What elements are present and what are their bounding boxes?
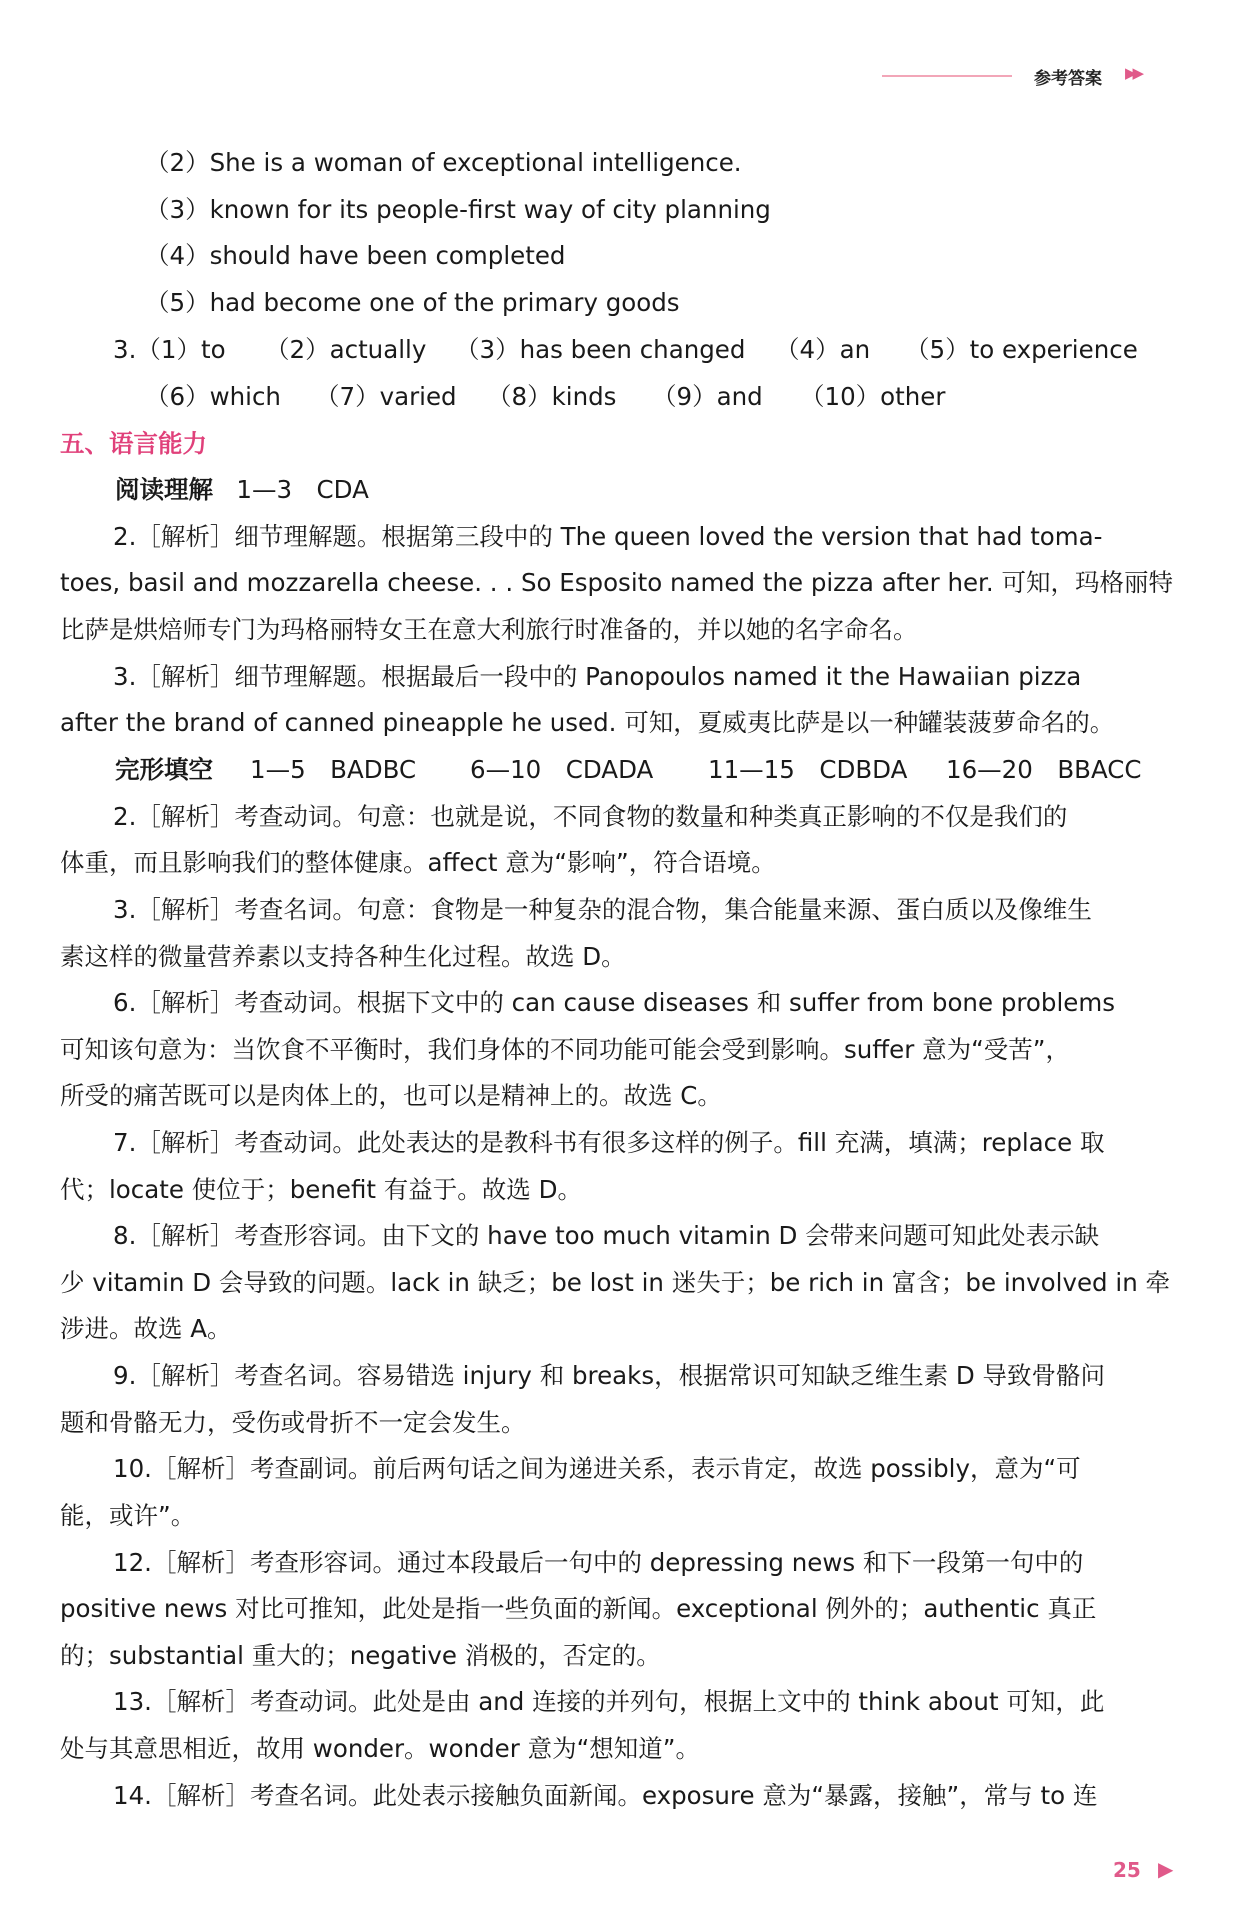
q3-answer: （9）and — [652, 382, 763, 411]
next-arrow-icon: ▶ — [1158, 1857, 1174, 1881]
answer-line: （2）She is a woman of exceptional intelligence. — [145, 148, 742, 177]
explanation-line: 14.［解析］考查名词。此处表示接触负面新闻。exposure 意为“暴露，接触”，常与 to 连 — [113, 1781, 1098, 1810]
explanation-line: 所受的痛苦既可以是肉体上的，也可以是精神上的。故选 C。 — [60, 1081, 722, 1110]
explanation-line: 的；substantial 重大的；negative 消极的，否定的。 — [60, 1641, 661, 1670]
explanation-line: 能，或许”。 — [60, 1501, 196, 1530]
cloze-key: 1—5 BADBC — [250, 755, 417, 784]
explanation-line: 可知该句意为：当饮食不平衡时，我们身体的不同功能可能会受到影响。suffer 意为“受苦”， — [60, 1035, 1070, 1064]
q3-row-1 — [113, 334, 1138, 366]
explanation-line: 比萨是烘焙师专门为玛格丽特女王在意大利旅行时准备的，并以她的名字命名。 — [60, 615, 918, 644]
answer-line: （4）should have been completed — [145, 241, 566, 270]
header-rule — [882, 75, 1012, 77]
reading-key: 1—3 CDA — [236, 475, 369, 504]
q3-row-2 — [145, 381, 945, 413]
header-arrows-icon: ▶▶ — [1125, 64, 1141, 82]
explanation-line: 9.［解析］考查名词。容易错选 injury 和 breaks，根据常识可知缺乏维生素 D 导致骨骼问 — [113, 1361, 1106, 1390]
explanation-line: 6.［解析］考查动词。根据下文中的 can cause diseases 和 suffer from bone problems — [113, 988, 1115, 1017]
header-title: 参考答案 — [1034, 69, 1102, 89]
q3-answer: （5）to experience — [905, 335, 1138, 364]
q3-answer: （3）has been changed — [455, 335, 746, 364]
q3-answer: 3.（1）to — [113, 335, 226, 364]
explanation-line: toes, basil and mozzarella cheese. . . So Esposito named the pizza after her. 可知，玛格丽特 — [60, 568, 1173, 597]
explanation-line: 2.［解析］细节理解题。根据第三段中的 The queen loved the version that had toma- — [113, 522, 1103, 551]
q3-answer: （7）varied — [315, 382, 457, 411]
q3-answer: （6）which — [145, 382, 281, 411]
explanation-line: 12.［解析］考查形容词。通过本段最后一句中的 depressing news 和下一段第一句中的 — [113, 1548, 1084, 1577]
q3-answer: （4）an — [775, 335, 871, 364]
explanation-line: 7.［解析］考查动词。此处表达的是教科书有很多这样的例子。fill 充满，填满；replace 取 — [113, 1128, 1105, 1157]
reading-label: 阅读理解 — [115, 475, 213, 504]
explanation-line: 3.［解析］细节理解题。根据最后一段中的 Panopoulos named it the Hawaiian pizza — [113, 662, 1082, 691]
explanation-line: 代；locate 使位于；benefit 有益于。故选 D。 — [60, 1175, 582, 1204]
explanation-line: after the brand of canned pineapple he used. 可知，夏威夷比萨是以一种罐装菠萝命名的。 — [60, 708, 1115, 737]
cloze-key: 11—15 CDBDA — [708, 755, 908, 784]
explanation-line: 3.［解析］考查名词。句意：食物是一种复杂的混合物，集合能量来源、蛋白质以及像维生 — [113, 895, 1092, 924]
cloze-label: 完形填空 — [115, 755, 213, 784]
explanation-line: positive news 对比可推知，此处是指一些负面的新闻。exceptional 例外的；authentic 真正 — [60, 1594, 1097, 1623]
explanation-line: 体重，而且影响我们的整体健康。affect 意为“影响”，符合语境。 — [60, 848, 776, 877]
q3-answer: （2）actually — [265, 335, 427, 364]
explanation-line: 13.［解析］考查动词。此处是由 and 连接的并列句，根据上文中的 think about 可知，此 — [113, 1687, 1105, 1716]
explanation-line: 少 vitamin D 会导致的问题。lack in 缺乏；be lost in 迷失于；be rich in 富含；be involved in 牵 — [60, 1268, 1171, 1297]
explanation-line: 8.［解析］考查形容词。由下文的 have too much vitamin D 会带来问题可知此处表示缺 — [113, 1221, 1100, 1250]
explanation-line: 10.［解析］考查副词。前后两句话之间为递进关系，表示肯定，故选 possibly，意为“可 — [113, 1454, 1081, 1483]
q3-answer: （8）kinds — [487, 382, 617, 411]
cloze-key: 6—10 CDADA — [470, 755, 654, 784]
cloze-answers — [115, 754, 1142, 786]
explanation-line: 题和骨骼无力，受伤或骨折不一定会发生。 — [60, 1408, 526, 1437]
answer-line: （3）known for its people-first way of city planning — [145, 195, 771, 224]
q3-answer: （10）other — [800, 382, 946, 411]
answer-line: （5）had become one of the primary goods — [145, 288, 680, 317]
explanation-line: 处与其意思相近，故用 wonder。wonder 意为“想知道”。 — [60, 1734, 700, 1763]
section-title: 五、语言能力 — [60, 429, 207, 458]
page-number: 25 — [1113, 1858, 1141, 1882]
explanation-line: 素这样的微量营养素以支持各种生化过程。故选 D。 — [60, 942, 626, 971]
explanation-line: 2.［解析］考查动词。句意：也就是说，不同食物的数量和种类真正影响的不仅是我们的 — [113, 802, 1068, 831]
explanation-line: 涉进。故选 A。 — [60, 1314, 232, 1343]
reading-answers — [115, 474, 369, 506]
cloze-key: 16—20 BBACC — [946, 755, 1142, 784]
